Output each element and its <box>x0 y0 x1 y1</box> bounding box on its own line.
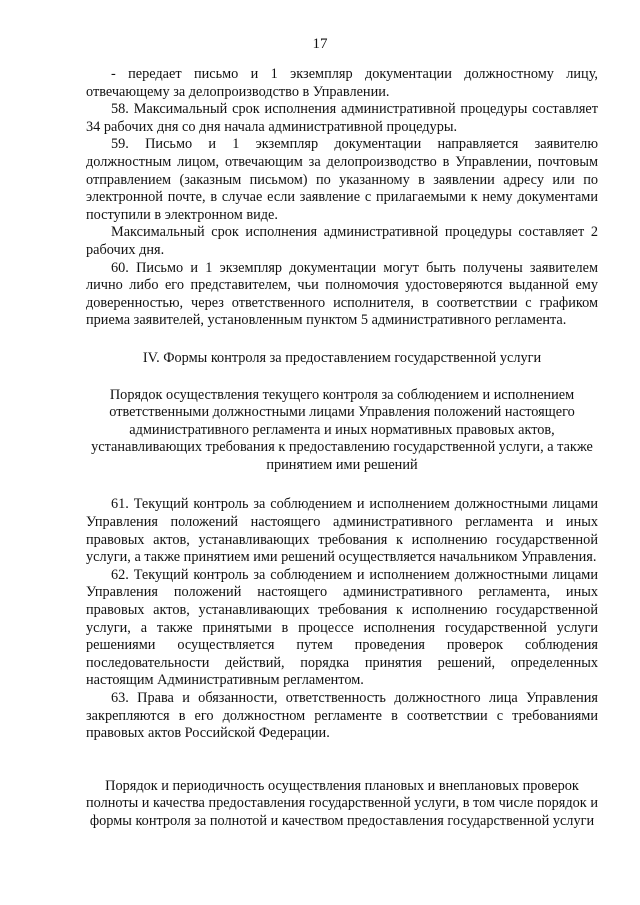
page-content <box>86 66 598 831</box>
paragraph-62: 62. Текущий контроль за соблюдением и исполнением должностными лицами Управления положений настоящего административного регламента, иных правовых актов, устанавливающих требования к исполнению государственной услуги, а также принятыми в процессе исполнения государственной услуги решениями осуществляется путем проведения проверок соблюдения последовательности действий, порядка принятия решений, определенных настоящим Административным регламентом. <box>86 566 598 689</box>
subheading-inspections: Порядок и периодичность осуществления плановых и внеплановых проверок полноты и качества предоставления государственной услуги, в том числе порядок и формы контроля за полнотой и качеством предоставления государственной услуги <box>86 777 598 829</box>
paragraph-60: 60. Письмо и 1 экземпляр документации могут быть получены заявителем лично либо его представителем, чьи полномочия удостоверяются выданной ему доверенностью, через ответственного исполнителя, в соответствии с графиком приема заявителей, установленным пунктом 5 административного регламента. <box>86 259 598 329</box>
paragraph-58: 58. Максимальный срок исполнения административной процедуры составляет 34 рабочих дня со дня начала административной процедуры. <box>86 101 598 135</box>
page-number: 17 <box>312 36 328 52</box>
paragraph-61: 61. Текущий контроль за соблюдением и исполнением должностными лицами Управления положений настоящего административного регламента и иных правовых актов, устанавливающих требования к исполнению государственной услуги, а также принятием ими решений осуществляется начальником Управления. <box>86 496 598 566</box>
subheading-current-control: Порядок осуществления текущего контроля за соблюдением и исполнением ответственными должностными лицами Управления положений настоящего административного регламента и иных нормативных правовых актов, устанавливающих требования к предоставлению государственной услуги, а также принятием ими решений <box>91 386 593 473</box>
paragraph-transfer-letter: - передает письмо и 1 экземпляр документации должностному лицу, отвечающему за делопроизводство в Управлении. <box>86 66 598 100</box>
paragraph-63: 63. Права и обязанности, ответственность должностного лица Управления закрепляются в его должностном регламенте в соответствии с требованиями правовых актов Российской Федерации. <box>86 690 598 742</box>
paragraph-max-term: Максимальный срок исполнения административной процедуры составляет 2 рабочих дня. <box>86 224 598 258</box>
paragraph-59: 59. Письмо и 1 экземпляр документации направляется заявителю должностным лицом, отвечающим за делопроизводство в Управлении, почтовым отправлением (заказным письмом) по указанному в заявлении адресу или по электронной почте, в случае если заявление с прилагаемыми к нему документами поступили в электронном виде. <box>86 136 598 223</box>
section-heading-iv: IV. Формы контроля за предоставлением государственной услуги <box>142 349 542 366</box>
